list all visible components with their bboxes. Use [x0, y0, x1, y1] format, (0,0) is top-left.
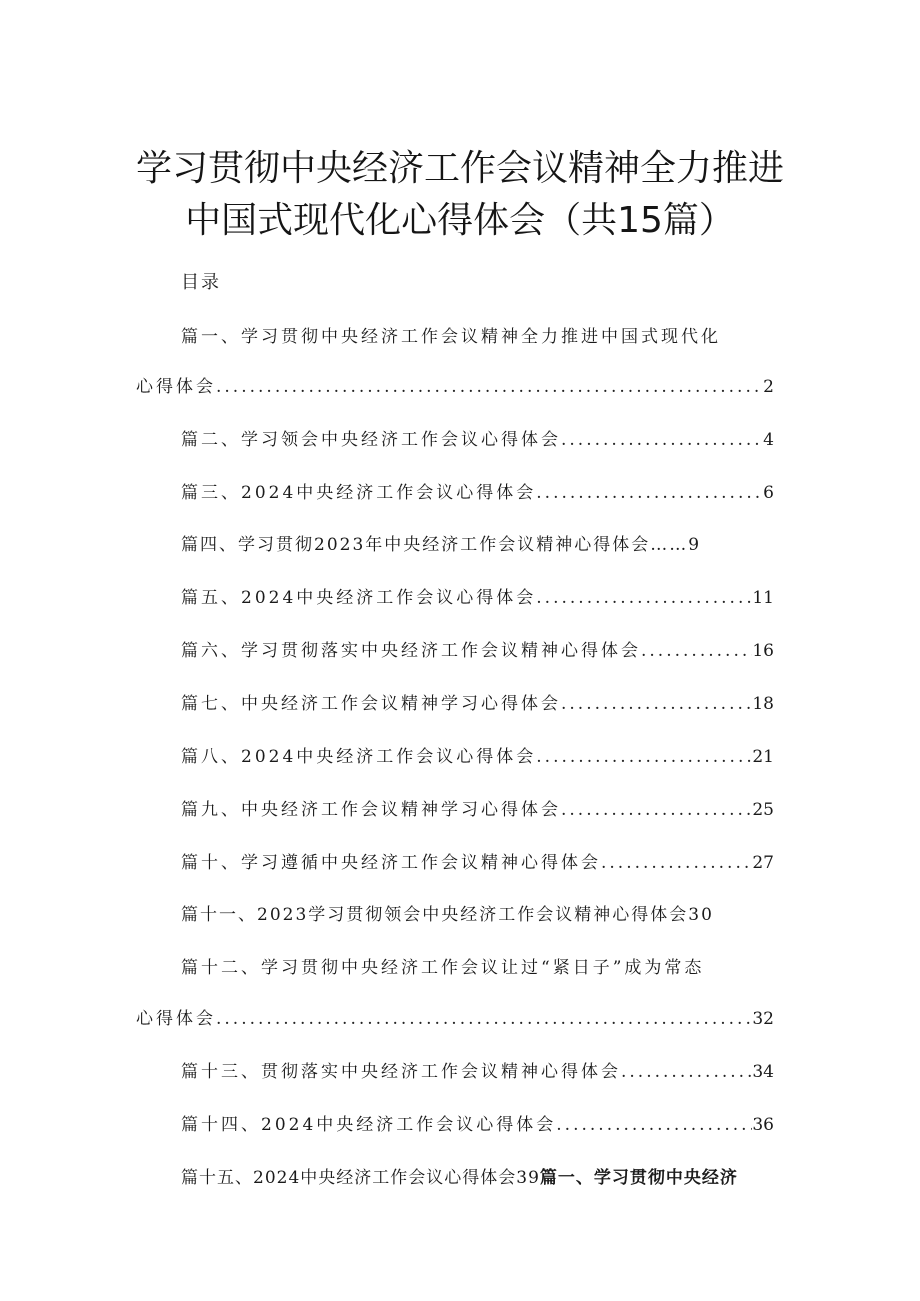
- toc-entry-4: 篇四、学习贯彻2023年中央经济工作会议精神心得体会……9: [181, 535, 702, 555]
- toc-leader-dots: [601, 853, 752, 873]
- toc-page-number: 25: [752, 800, 774, 820]
- toc-entry-8: [181, 742, 774, 770]
- toc-page-number: 16: [752, 641, 774, 661]
- toc-entry-label: 篇八、2024中央经济工作会议心得体会: [181, 747, 537, 767]
- toc-page-number: 34: [752, 1062, 774, 1082]
- toc-page-number: 32: [752, 1009, 774, 1029]
- toc-entry-label: 篇三、2024中央经济工作会议心得体会: [181, 483, 537, 503]
- toc-page-number: 2: [763, 377, 774, 397]
- section-heading-start: 篇一、学习贯彻中央经济: [539, 1168, 738, 1188]
- document-title-line-1: 学习贯彻中央经济工作会议精神全力推进: [135, 148, 784, 189]
- toc-entry-label: 篇二、学习领会中央经济工作会议心得体会: [181, 430, 561, 450]
- toc-entry-label: 篇六、学习贯彻落实中央经济工作会议精神心得体会: [181, 641, 641, 661]
- document-title-line-2: 中国式现代化心得体会（共15篇）: [185, 200, 735, 241]
- toc-heading: 目录: [181, 272, 221, 293]
- toc-entry-label: 篇十四、2024中央经济工作会议心得体会: [181, 1115, 557, 1135]
- toc-entry-12-line-1: 篇十二、学习贯彻中央经济工作会议让过“紧日子”成为常态: [181, 958, 705, 978]
- toc-page-number: 11: [752, 588, 774, 608]
- toc-entry-13: [181, 1057, 774, 1085]
- toc-page-number: 4: [763, 430, 774, 450]
- toc-entry-label: 心得体会: [136, 377, 216, 397]
- toc-entry-label: 篇十、学习遵循中央经济工作会议精神心得体会: [181, 853, 601, 873]
- toc-entry-label: 篇七、中央经济工作会议精神学习心得体会: [181, 694, 561, 714]
- toc-entry-3: [181, 478, 774, 506]
- toc-entry-1-line-1: 篇一、学习贯彻中央经济工作会议精神全力推进中国式现代化: [181, 327, 721, 347]
- toc-entry-15: [181, 1163, 738, 1188]
- toc-leader-dots: [536, 747, 752, 767]
- toc-page-number: 18: [752, 694, 774, 714]
- toc-entry-label: 心得体会: [136, 1009, 216, 1029]
- toc-entry-label: 篇九、中央经济工作会议精神学习心得体会: [181, 800, 561, 820]
- toc-entry-14: [181, 1110, 774, 1138]
- toc-entry-7: [181, 689, 774, 717]
- toc-page-number: 21: [752, 747, 774, 767]
- toc-entry-1: [136, 372, 774, 400]
- toc-leader-dots: [641, 641, 752, 661]
- toc-leader-dots: [536, 483, 763, 503]
- toc-entry-11: 篇十一、2023学习贯彻领会中央经济工作会议精神心得体会30: [181, 905, 714, 925]
- toc-leader-dots: [536, 588, 752, 608]
- toc-leader-dots: [561, 800, 752, 820]
- toc-entry-label: 篇五、2024中央经济工作会议心得体会: [181, 588, 537, 608]
- toc-entry-10: [181, 848, 774, 876]
- toc-page-number: 6: [763, 483, 774, 503]
- toc-leader-dots: [216, 1009, 752, 1029]
- toc-entry-label: 篇十五、2024中央经济工作会议心得体会39: [181, 1168, 540, 1188]
- toc-entry-2: [181, 425, 774, 453]
- toc-entry-5: [181, 583, 774, 611]
- toc-leader-dots: [556, 1115, 752, 1135]
- toc-entry-12: [136, 1004, 774, 1032]
- toc-entry-6: [181, 636, 774, 664]
- toc-entry-label: 篇十三、贯彻落实中央经济工作会议精神心得体会: [181, 1062, 621, 1082]
- toc-leader-dots: [561, 430, 763, 450]
- toc-page-number: 36: [752, 1115, 774, 1135]
- toc-leader-dots: [621, 1062, 752, 1082]
- toc-page-number: 27: [752, 853, 774, 873]
- toc-leader-dots: [561, 694, 752, 714]
- toc-entry-9: [181, 795, 774, 823]
- toc-leader-dots: [216, 377, 763, 397]
